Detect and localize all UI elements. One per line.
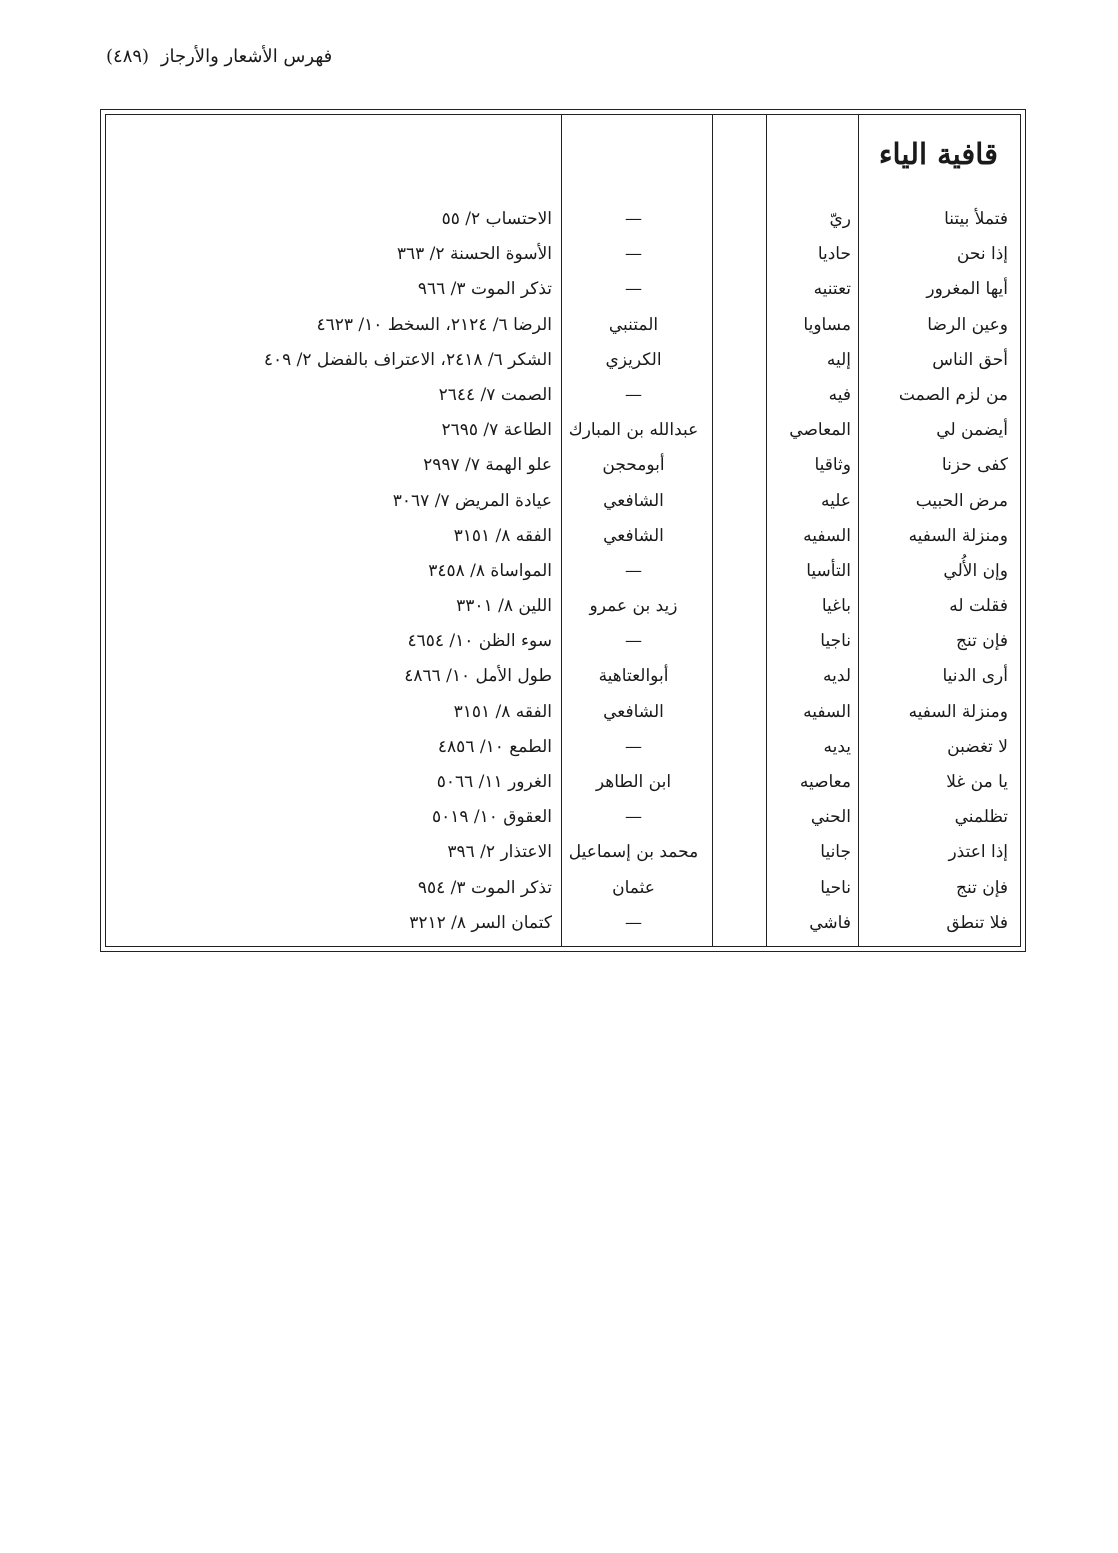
rhyme-cell: [766, 800, 851, 835]
poet-cell-text: الشافعي: [603, 490, 664, 511]
source-cell-text: سوء الظن ١٠/ ٤٦٥٤: [407, 631, 552, 652]
source-cell: [106, 413, 554, 448]
source-cell: [106, 695, 554, 730]
first-words-cell: [858, 835, 1014, 870]
first-words-cell-text: لا تغضبن: [947, 736, 1008, 757]
poet-cell-text: عثمان: [612, 877, 655, 898]
rhyme-cell: [766, 378, 851, 413]
rhyme-cell: [766, 554, 851, 589]
poet-cell: [561, 800, 706, 835]
source-cell: [106, 554, 554, 589]
first-words-cell: [858, 413, 1014, 448]
first-words-cell: [858, 237, 1014, 272]
poet-cell-text: الشافعي: [603, 525, 664, 546]
source-cell-text: الفقه ٨/ ٣١٥١: [453, 525, 552, 546]
rhyme-cell-text: عليه: [820, 490, 851, 511]
table-row: [106, 624, 1020, 659]
source-cell: [106, 343, 554, 378]
first-words-cell: [858, 624, 1014, 659]
source-cell: [106, 589, 554, 624]
rhyme-cell: [766, 765, 851, 800]
rhyme-cell-text: يديه: [823, 736, 851, 757]
first-words-cell: [858, 202, 1014, 237]
first-words-cell-text: إذا نحن: [956, 244, 1008, 265]
rhyme-cell-text: حاديا: [817, 244, 851, 265]
poet-cell: [561, 272, 706, 307]
table-row: [106, 659, 1020, 694]
rhyme-cell-text: مساويا: [803, 314, 851, 335]
poet-cell: [561, 448, 706, 483]
first-words-cell-text: يا من غلا: [946, 772, 1008, 792]
table-row: [106, 202, 1020, 237]
rhyme-cell-text: السفيه: [803, 525, 851, 546]
poet-cell-text: عبدالله بن المبارك: [568, 420, 699, 441]
poet-cell-text: —: [625, 807, 642, 828]
poet-cell: [561, 871, 706, 906]
rhyme-cell: [766, 343, 851, 378]
rhyme-cell-text: ناحيا: [820, 877, 851, 898]
source-cell: [106, 765, 554, 800]
source-cell-text: الصمت ٧/ ٢٦٤٤: [438, 384, 552, 405]
first-words-cell-text: مرض الحبيب: [915, 490, 1008, 511]
first-words-cell-text: من لزم الصمت: [898, 384, 1008, 405]
rhyme-cell: [766, 448, 851, 483]
rhyme-cell-text: الحني: [810, 807, 851, 828]
first-words-cell-text: فقلت له: [949, 596, 1008, 617]
poet-cell: [561, 202, 706, 237]
rhyme-cell: [766, 695, 851, 730]
poet-cell-text: —: [625, 279, 642, 300]
first-words-cell-text: أرى الدنيا: [942, 666, 1008, 687]
table-row: [106, 519, 1020, 554]
rhyme-cell: [766, 871, 851, 906]
source-cell-text: علو الهمة ٧/ ٢٩٩٧: [423, 455, 552, 476]
rhyme-cell-text: المعاصي: [789, 420, 851, 441]
rhyme-cell-text: السفيه: [803, 701, 851, 722]
first-words-cell: [858, 343, 1014, 378]
first-words-cell-text: تظلمني: [954, 807, 1008, 828]
poet-cell: [561, 695, 706, 730]
poet-cell: [561, 906, 706, 941]
first-words-cell: [858, 589, 1014, 624]
source-cell-text: الاعتذار ٢/ ٣٩٦: [447, 842, 552, 863]
header-title: فهرس الأشعار والأرجاز: [160, 46, 333, 67]
source-cell: [106, 730, 554, 765]
source-cell: [106, 659, 554, 694]
source-cell: [106, 624, 554, 659]
first-words-cell: [858, 800, 1014, 835]
first-words-cell: [858, 484, 1014, 519]
source-cell-text: الطاعة ٧/ ٢٦٩٥: [441, 420, 552, 441]
poet-cell: [561, 413, 706, 448]
source-cell-text: الأسوة الحسنة ٢/ ٣٦٣: [396, 244, 552, 265]
table-row: [106, 554, 1020, 589]
source-cell-text: تذكر الموت ٣/ ٩٦٦: [417, 279, 552, 300]
first-words-cell-text: فإن تنج: [955, 877, 1008, 898]
source-cell: [106, 906, 554, 941]
first-words-cell-text: كفى حزنا: [941, 455, 1008, 476]
rhyme-cell: [766, 835, 851, 870]
source-cell-text: الشكر ٦/ ٢٤١٨، الاعتراف بالفضل ٢/ ٤٠٩: [263, 349, 552, 370]
source-cell-text: الغرور ١١/ ٥٠٦٦: [436, 772, 552, 792]
poet-cell-text: ابن الطاهر: [595, 772, 672, 792]
poet-cell-text: محمد بن إسماعيل: [568, 842, 699, 863]
poet-cell: [561, 835, 706, 870]
rhyme-cell: [766, 519, 851, 554]
first-words-cell-text: أيها المغرور: [926, 279, 1008, 300]
first-words-cell: [858, 272, 1014, 307]
poet-cell-text: أبوالعتاهية: [598, 666, 669, 687]
poet-cell: [561, 624, 706, 659]
source-cell-text: اللين ٨/ ٣٣٠١: [456, 596, 552, 617]
poet-cell-text: —: [625, 560, 642, 581]
rhyme-cell-text: فاشي: [809, 912, 851, 933]
table-row: [106, 343, 1020, 378]
poet-cell: [561, 659, 706, 694]
source-cell-text: طول الأمل ١٠/ ٤٨٦٦: [404, 666, 552, 687]
rhyme-cell-text: التأسيا: [806, 560, 851, 581]
first-words-cell: [858, 765, 1014, 800]
source-cell: [106, 202, 554, 237]
first-words-cell-text: ومنزلة السفيه: [908, 701, 1008, 722]
rhyme-cell-text: ريّ: [829, 209, 851, 229]
table-row: [106, 871, 1020, 906]
page-number: (٤٨٩): [106, 46, 150, 67]
rhyme-cell-text: جانيا: [820, 842, 851, 863]
first-words-cell-text: فإن تنج: [955, 631, 1008, 652]
source-cell: [106, 272, 554, 307]
source-cell-text: العقوق ١٠/ ٥٠١٩: [431, 807, 552, 828]
poet-cell-text: زيد بن عمرو: [589, 596, 678, 617]
poet-cell-text: أبومحجن: [602, 455, 665, 476]
table-row: [106, 730, 1020, 765]
source-cell-text: المواساة ٨/ ٣٤٥٨: [428, 560, 552, 581]
poet-cell-text: الكريزي: [605, 349, 662, 370]
table-row: [106, 765, 1020, 800]
first-words-cell: [858, 308, 1014, 343]
rhyme-cell: [766, 202, 851, 237]
rhyme-cell: [766, 906, 851, 941]
rhyme-cell: [766, 308, 851, 343]
first-words-cell: [858, 730, 1014, 765]
source-cell-text: الاحتساب ٢/ ٥٥: [441, 209, 552, 229]
table-row: [106, 906, 1020, 941]
rhyme-cell-text: باغيا: [821, 596, 851, 617]
rhyme-cell: [766, 624, 851, 659]
first-words-cell: [858, 695, 1014, 730]
table-row: [106, 272, 1020, 307]
table-row: [106, 589, 1020, 624]
poet-cell: [561, 378, 706, 413]
rhyme-cell: [766, 589, 851, 624]
poet-cell: [561, 554, 706, 589]
poet-cell: [561, 308, 706, 343]
rhyme-cell: [766, 659, 851, 694]
source-cell: [106, 519, 554, 554]
source-cell: [106, 871, 554, 906]
first-words-cell: [858, 906, 1014, 941]
first-words-cell-text: أحق الناس: [932, 349, 1008, 370]
poet-cell-text: المتنبي: [608, 314, 659, 335]
poet-cell-text: —: [625, 912, 642, 933]
rhyme-cell: [766, 272, 851, 307]
first-words-cell-text: وعين الرضا: [927, 314, 1008, 335]
source-cell-text: الرضا ٦/ ٢١٢٤، السخط ١٠/ ٤٦٢٣: [316, 314, 552, 335]
poet-cell: [561, 589, 706, 624]
table-row: [106, 308, 1020, 343]
source-cell: [106, 800, 554, 835]
poet-cell: [561, 730, 706, 765]
first-words-cell: [858, 659, 1014, 694]
table-row: [106, 695, 1020, 730]
source-cell-text: كتمان السر ٨/ ٣٢١٢: [409, 912, 552, 933]
table-row: [106, 413, 1020, 448]
table-row: [106, 800, 1020, 835]
table-rows: [106, 202, 1020, 941]
table-row: [106, 835, 1020, 870]
source-cell-text: الفقه ٨/ ٣١٥١: [453, 701, 552, 722]
source-cell: [106, 835, 554, 870]
first-words-cell: [858, 448, 1014, 483]
source-cell: [106, 237, 554, 272]
rhyme-cell-text: معاصيه: [799, 772, 851, 792]
poet-cell-text: —: [625, 631, 642, 652]
source-cell: [106, 484, 554, 519]
poet-cell: [561, 519, 706, 554]
first-words-cell-text: وإن الأُلي: [943, 560, 1008, 581]
table-row: [106, 237, 1020, 272]
first-words-cell: [858, 519, 1014, 554]
first-words-cell: [858, 554, 1014, 589]
poet-cell-text: —: [625, 209, 642, 229]
first-words-cell-text: أيضمن لي: [936, 420, 1008, 441]
rhyme-cell-text: فيه: [828, 384, 851, 405]
index-table: [100, 109, 1026, 952]
source-cell-text: عيادة المريض ٧/ ٣٠٦٧: [392, 490, 552, 511]
poet-cell: [561, 484, 706, 519]
rhyme-cell-text: إليه: [826, 349, 851, 370]
rhyme-cell-text: لديه: [823, 666, 851, 687]
source-cell-text: الطمع ١٠/ ٤٨٥٦: [437, 736, 552, 757]
source-cell: [106, 308, 554, 343]
first-words-cell-text: فلا تنطق: [946, 912, 1008, 933]
poet-cell: [561, 237, 706, 272]
first-words-cell-text: فتملأ بيتنا: [944, 209, 1008, 229]
poet-cell: [561, 765, 706, 800]
poet-cell-text: —: [625, 244, 642, 265]
poet-cell-text: —: [625, 736, 642, 757]
table-row: [106, 378, 1020, 413]
page-header: [106, 46, 366, 76]
rhyme-cell: [766, 413, 851, 448]
source-cell-text: تذكر الموت ٣/ ٩٥٤: [417, 877, 552, 898]
rhyme-cell-text: وثاقيا: [814, 455, 851, 476]
poet-cell: [561, 343, 706, 378]
first-words-cell-text: إذا اعتذر: [948, 842, 1008, 863]
rhyme-cell-text: تعتنيه: [813, 279, 851, 300]
source-cell: [106, 378, 554, 413]
first-words-cell-text: ومنزلة السفيه: [908, 525, 1008, 546]
section-title: قافية الياء: [878, 137, 998, 171]
first-words-cell: [858, 871, 1014, 906]
poet-cell-text: الشافعي: [603, 701, 664, 722]
rhyme-cell: [766, 237, 851, 272]
rhyme-cell-text: ناجيا: [820, 631, 851, 652]
rhyme-cell: [766, 730, 851, 765]
table-row: [106, 484, 1020, 519]
first-words-cell: [858, 378, 1014, 413]
source-cell: [106, 448, 554, 483]
rhyme-cell: [766, 484, 851, 519]
index-table-inner: [105, 114, 1021, 947]
poet-cell-text: —: [625, 384, 642, 405]
table-row: [106, 448, 1020, 483]
